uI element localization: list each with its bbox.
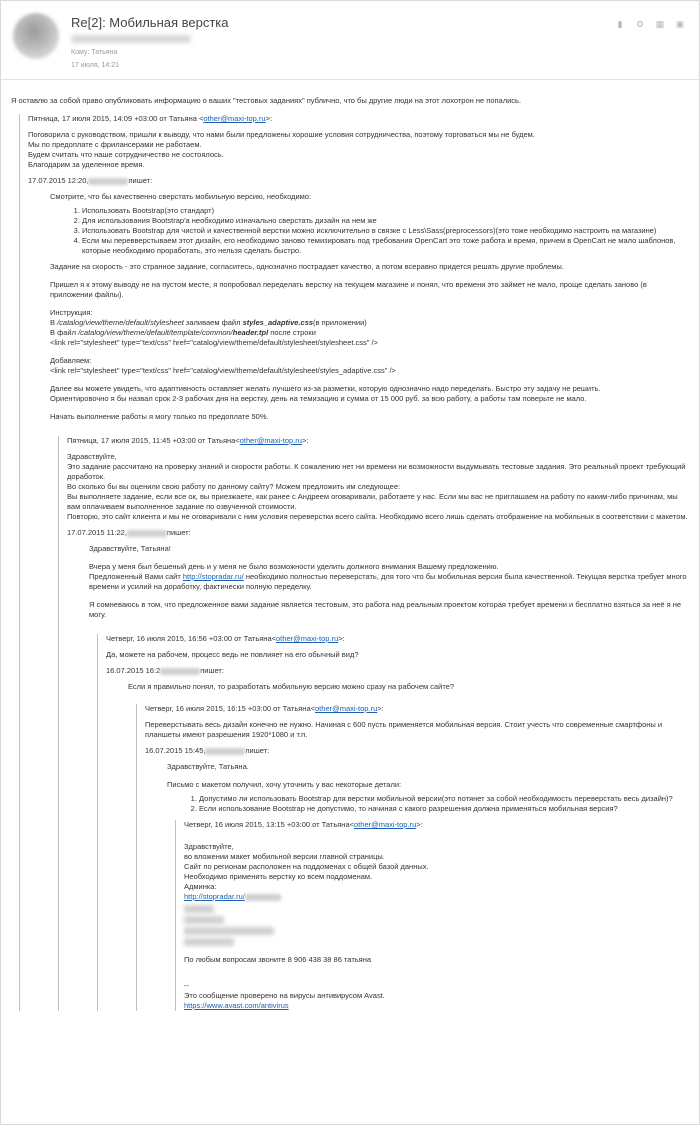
- text-line: Вы выполняете задание, если все ок, вы приезжаете, как ранее с Андреем оговаривали, работаете у нас. Если мы вас не приглашаем на работу по каким-либо причинам, мы вам оплачиваем выполненное задание по озвученной стоимости.: [67, 492, 678, 511]
- text-line: <link rel="stylesheet" type="text/css" href="catalog/view/theme/default/stylesheet/stylesheet.css" />: [50, 338, 379, 347]
- text-line: Далее вы можете увидеть, что адаптивность оставляет желать лучшего из-за разметки, которую однозначно надо переделать. Быстро эту задачу не решить.: [50, 384, 601, 393]
- wrote-line: 16.07.2015 15:45, пишет:: [145, 746, 270, 755]
- email-toolbar: [615, 19, 685, 29]
- sender-email-link[interactable]: other@maxi-top.ru: [203, 114, 266, 123]
- redacted-name: [127, 530, 167, 537]
- text-line: Пришел я к этому выводу не на пустом месте, я попробовал переделать верстку на текущем магазине и понял, что времени это займет не мало, проще сделать заново (в приложении файлы).: [50, 280, 647, 299]
- text-line: Здравствуйте,: [67, 452, 117, 461]
- text-line: Смотрите, что бы качественно сверстать мобильную версию, необходимо:: [50, 192, 312, 201]
- text-line: Сайт по регионам расположен на поддоменах с общей базой данных.: [184, 862, 429, 871]
- text-line: Я сомневаюсь в том, что предложенное вами задание является тестовым, это работа над реальным проектом которая требует времени и бесплатно взяться за неё я не могу.: [89, 600, 682, 619]
- quote-header: Пятница, 17 июля 2015, 11:45 +03:00 от Татьяна<other@maxi-top.ru>:: [67, 436, 309, 445]
- text-line: Это сообщение проверено на вирусы антивирусом Avast.: [184, 991, 385, 1000]
- text-line: Начать выполнение работы я могу только по предоплате 50%.: [50, 412, 269, 421]
- text-line: В /catalog/view/theme/default/stylesheet заливаем файл styles_adaptive.css(в приложении): [50, 318, 367, 327]
- text-line: Админка:: [184, 882, 217, 891]
- text-line: Во сколько бы вы оценили свою работу по данному сайту? Можем предложить им следующее:: [67, 482, 401, 491]
- text-line: Письмо с макетом получил, хочу уточнить у вас некоторые детали:: [167, 780, 402, 789]
- sender-name-blurred: [71, 35, 191, 43]
- list-item: 2. Если использование Bootstrap не допустимо, то начиная с какого разрешения должна применяться мобильная версия?: [199, 804, 691, 814]
- avast-link[interactable]: https://www.avast.com/antivirus: [184, 1001, 289, 1010]
- text-line: Вчера у меня был бешеный день и у меня не было возможности уделить должного внимания Вашему предложению.: [89, 562, 499, 571]
- text-line: Будем считать что наше сотрудничество не состоялось.: [28, 150, 224, 159]
- list-item: 1. Использовать Bootstrap(это стандарт): [82, 206, 691, 216]
- redacted-name: [160, 668, 200, 675]
- list-item: 4. Если мы перевверстываем этот дизайн, его необходимо заново темизировать под требования OpenCart это тоже работа и время, причем в OpenCart не мало шаблонов, которые необходимо проработать, это нельзя сделать быстро.: [82, 236, 691, 256]
- text-line: Это задание рассчитано на проверку знаний и скорости работы. К сожалению нет ни времени ни возможности выдумывать тестовые задания. Это реальный проект требующий доработок.: [67, 462, 686, 481]
- bookmark-icon[interactable]: ▮: [617, 19, 623, 29]
- text-line: Здравствуйте,: [184, 842, 234, 851]
- redacted-name: [205, 748, 245, 755]
- sender-avatar: [13, 13, 59, 59]
- text-line: Если я правильно понял, то разработать мобильную версию можно сразу на рабочем сайте?: [128, 682, 455, 691]
- text-line: Инструкция:: [50, 308, 93, 317]
- redacted-block: [184, 938, 234, 946]
- quote-level-3: [97, 634, 691, 1011]
- wrote-line: 17.07.2015 11:22, пишет:: [67, 528, 191, 537]
- wrote-line: 17.07.2015 12:20, пишет:: [28, 176, 153, 185]
- site-link[interactable]: http://stopradar.ru/: [182, 572, 244, 581]
- text-line: В файл /catalog/view/theme/default/template/common/header.tpl после строки: [50, 328, 316, 337]
- text-line: Здравствуйте, Татьяна.: [167, 762, 249, 771]
- redacted-text: [245, 894, 281, 901]
- quote-header: Пятница, 17 июля 2015, 14:09 +03:00 от Татьяна <other@maxi-top.ru>:: [28, 114, 273, 123]
- sender-email-link[interactable]: other@maxi-top.ru: [315, 704, 378, 713]
- text-line: Повторю, это сайт клиента и мы не оговаривали с ним условия переверстки всего сайта. Необходимо всего лишь сделать отображение на мобильных в соответствии с макетом.: [67, 512, 688, 521]
- text-line: Добавляем:: [50, 356, 92, 365]
- text-line: Предложенный Вами сайт http://stopradar.ru/ необходимо полностью переверстать, для того что бы мобильная версия была качественной. Текущая верстка требует много времени и усилий на доработку, фактически полную переделку.: [89, 572, 687, 591]
- email-header: [1, 1, 699, 80]
- wrote-line: 16.07.2015 16:2 пишет:: [106, 666, 224, 675]
- list-item: 3. Использовать Bootstrap для чистой и качественной верстки можно исключительно в связке с Less\Sass(preprocessors)(это тоже необходимо настроить на магазине): [82, 226, 691, 236]
- text-line: Необходимо применить верстку ко всем поддоменам.: [184, 872, 373, 881]
- text-line: Благодарим за уделенное время.: [28, 160, 145, 169]
- intro-text: Я оставлю за собой право опубликовать информацию о ваших "тестовых заданиях" публично, что бы другие люди на этот лохотрон не попались.: [11, 96, 522, 105]
- redacted-name: [88, 178, 128, 185]
- redacted-block: [184, 927, 274, 935]
- admin-link[interactable]: http://stopradar.ru/: [184, 892, 245, 901]
- sender-email-link[interactable]: other@maxi-top.ru: [239, 436, 302, 445]
- email-body: [11, 96, 691, 1011]
- email-date: 17 июля, 14:21: [71, 62, 120, 69]
- calendar-icon[interactable]: ▦: [655, 19, 665, 29]
- reply-text-3: [128, 682, 691, 1011]
- reply-text-1: [50, 192, 691, 1011]
- redacted-block: [184, 905, 214, 913]
- delete-icon[interactable]: ▣: [675, 19, 685, 29]
- text-line: Ориентировочно я бы назвал срок 2-3 рабочих дня на верстку, день на темизацию и сумма от 15 000 руб. за всю работу, а работы там поверьте не мало.: [50, 394, 587, 403]
- list-item: 1. Допустимо ли использовать Bootstrap для верстки мобильной версии(это потянет за собой необходимость переверстать весь дизайн)?: [199, 794, 691, 804]
- redacted-block: [184, 916, 224, 924]
- text-line: Здравствуйте, Татьяна!: [89, 544, 171, 553]
- sender-email-link[interactable]: other@maxi-top.ru: [354, 820, 417, 829]
- reply-text-2: [89, 544, 691, 1011]
- settings-icon[interactable]: ⚙: [635, 19, 645, 29]
- email-recipient: Кому: Татьяна: [71, 49, 118, 56]
- quote-header: Четверг, 16 июля 2015, 16:15 +03:00 от Татьяна<other@maxi-top.ru>:: [145, 704, 384, 713]
- text-line: По любым вопросам звоните 8 906 438 38 86 татьяна: [184, 955, 372, 964]
- separator-text: --: [184, 981, 189, 990]
- quote-header: Четверг, 16 июля 2015, 13:15 +03:00 от Татьяна<other@maxi-top.ru>:: [184, 820, 423, 829]
- text-line: Задание на скорость - это странное задание, согласитесь, однозначно пострадает качество, а потом всеравно придется решать другие проблемы.: [50, 262, 564, 271]
- text-line: во вложении макет мобильной версии главной страницы.: [184, 852, 385, 861]
- quote-header: Четверг, 16 июля 2015, 16:56 +03:00 от Татьяна<other@maxi-top.ru>:: [106, 634, 345, 643]
- text-line: <link rel="stylesheet" type="text/css" href="catalog/view/theme/default/stylesheet/styles_adaptive.css" />: [50, 366, 396, 375]
- email-subject: Re[2]: Мобильная верстка: [71, 15, 229, 30]
- sender-email-link[interactable]: other@maxi-top.ru: [276, 634, 339, 643]
- text-line: Поговорила с руководством, пришли к выводу, что нами были предложены хорошие условия сотрудничества, поэтому торговаться мы не будем.: [28, 130, 535, 139]
- requirements-list: [50, 206, 691, 256]
- text-line: Переверстывать весь дизайн конечно не нужно. Начиная с 600 пусть применяется мобильная версия. Стоит учесть что современные смартфоны и планшеты имеют разрешения 1920*1080 и т.п.: [145, 720, 663, 739]
- questions-list: [167, 794, 691, 814]
- quote-level-4: [136, 704, 691, 1011]
- text-line: [184, 892, 691, 902]
- text-line: Мы по предоплате с фрилансерами не работаем.: [28, 140, 202, 149]
- quote-level-2: [58, 436, 691, 1011]
- text-line: Да, можете на рабочем, процесс ведь не повлияет на его обычный вид?: [106, 650, 359, 659]
- list-item: 2. Для использования Bootstrap'a необходимо изначально сверстать дизайн на нем же: [82, 216, 691, 226]
- quote-level-1: [19, 114, 691, 1011]
- quote-level-5: [175, 820, 691, 1011]
- reply-text-4: [167, 762, 691, 1011]
- text-line: [184, 1001, 691, 1011]
